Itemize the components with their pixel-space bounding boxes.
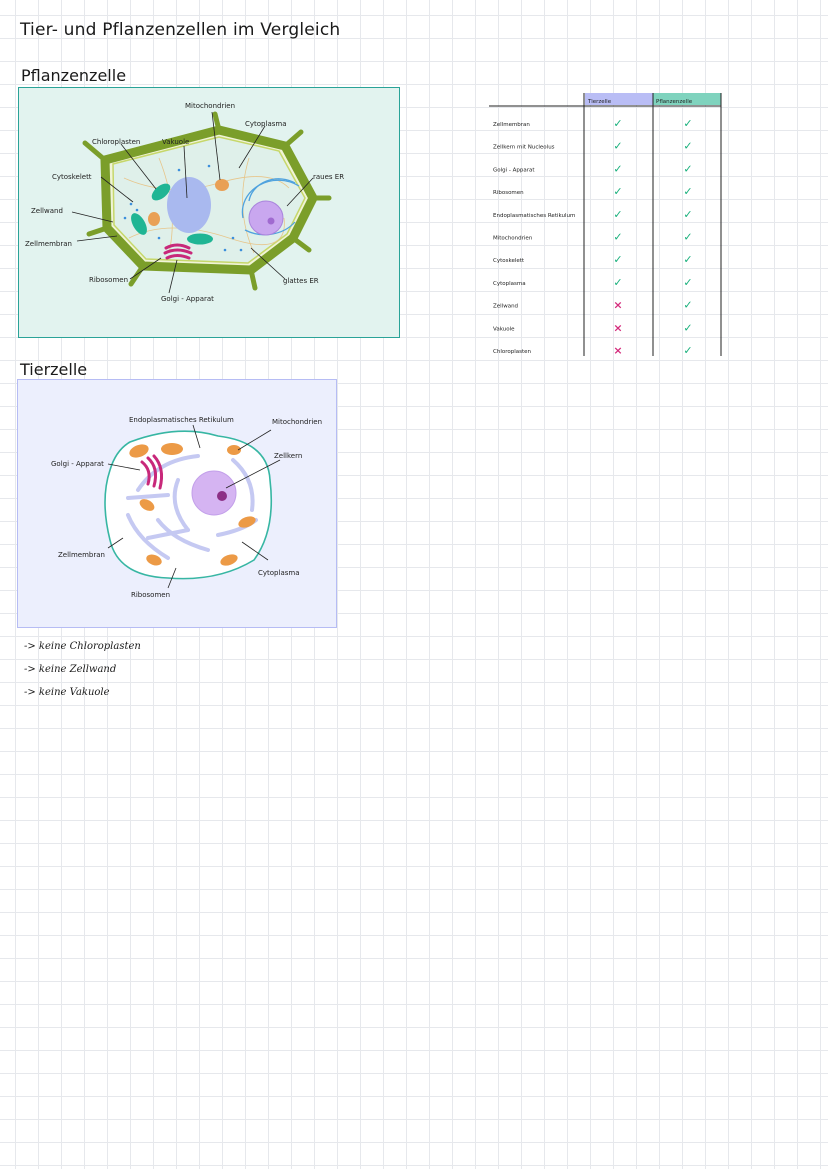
page-title: Tier- und Pflanzenzellen im Vergleich [20, 20, 341, 40]
plant-cell-diagram-panel [18, 87, 400, 338]
row-mark-animal: ✓ [613, 185, 623, 199]
row-label: Endoplasmatisches Retikulum [493, 212, 576, 219]
plant-cell-heading: Pflanzenzelle [21, 66, 127, 85]
mitochondrion-shape [148, 212, 160, 226]
row-label: Cytoskelett [493, 258, 525, 265]
row-mark-animal: × [613, 321, 623, 335]
label-golgi: Golgi - Apparat [161, 295, 214, 303]
row-label: Ribosomen [493, 190, 524, 197]
row-mark-plant: ✓ [683, 275, 693, 289]
row-mark-plant: ✓ [683, 321, 693, 335]
label-animal-cytoplasm: Cytoplasma [258, 569, 300, 577]
label-mitochondria: Mitochondrien [185, 102, 236, 110]
nucleus-shape [249, 201, 283, 235]
mitochondrion-shape [215, 179, 229, 191]
comparison-rows [493, 117, 693, 357]
label-rough-er: raues ER [313, 173, 345, 181]
row-mark-animal: ✓ [613, 162, 623, 176]
label-vacuole: Vakuole [162, 138, 190, 146]
note-line-2: -> keine Zellwand [24, 664, 117, 675]
comparison-table [489, 92, 725, 358]
label-chloroplasts: Chloroplasten [92, 138, 141, 146]
row-mark-plant: ✓ [683, 117, 693, 130]
row-label: Cytoplasma [493, 280, 526, 287]
row-mark-animal: ✓ [613, 139, 623, 153]
chloroplast-shape [187, 234, 213, 245]
note-line-3: -> keine Vakuole [24, 687, 110, 698]
label-animal-er: Endoplasmatisches Retikulum [129, 416, 234, 424]
row-mark-plant: ✓ [683, 162, 693, 176]
label-animal-ribosomes: Ribosomen [131, 591, 171, 599]
animal-cell-diagram [18, 380, 338, 629]
label-animal-mitochondria: Mitochondrien [272, 418, 323, 426]
row-mark-plant: ✓ [683, 230, 693, 244]
label-animal-golgi: Golgi - Apparat [51, 460, 104, 468]
label-cell-wall: Zellwand [31, 207, 63, 215]
row-label: Vakuole [493, 326, 515, 333]
label-cytoskeleton: Cytoskelett [52, 173, 92, 181]
note-line-1: -> keine Chloroplasten [24, 641, 141, 652]
nucleolus-shape [268, 218, 275, 225]
row-mark-plant: ✓ [683, 253, 693, 267]
row-mark-animal: ✓ [613, 230, 623, 244]
label-cell-membrane: Zellmembran [25, 240, 72, 248]
row-mark-plant: ✓ [683, 139, 693, 153]
row-mark-plant: ✓ [683, 344, 693, 357]
row-label: Zellmembran [493, 122, 530, 128]
label-animal-membrane: Zellmembran [58, 551, 105, 559]
label-ribosomes: Ribosomen [89, 276, 129, 284]
vacuole-shape [167, 177, 211, 233]
row-label: Golgi - Apparat [493, 167, 535, 174]
row-mark-plant: ✓ [683, 185, 693, 199]
row-label: Mitochondrien [493, 235, 533, 242]
animal-cell-heading: Tierzelle [20, 360, 88, 379]
animal-nucleus-shape [192, 471, 236, 515]
row-mark-plant: ✓ [683, 298, 693, 312]
row-mark-animal: × [613, 298, 623, 312]
column-header-plant: Pflanzenzelle [656, 99, 693, 105]
row-label: Chloroplasten [493, 349, 532, 355]
label-smooth-er: glattes ER [283, 277, 319, 285]
comparison-table-svg [489, 92, 725, 358]
column-header-animal: Tierzelle [588, 99, 612, 105]
row-mark-animal: ✓ [613, 253, 623, 267]
label-cytoplasm: Cytoplasma [245, 120, 287, 128]
animal-nucleolus-shape [217, 491, 227, 501]
row-label: Zellwand [493, 303, 519, 310]
row-mark-animal: × [613, 344, 623, 357]
plant-cell-diagram [19, 88, 401, 339]
row-mark-animal: ✓ [613, 207, 623, 221]
label-animal-nucleus: Zellkern [274, 452, 303, 460]
animal-cell-diagram-panel [17, 379, 337, 628]
row-mark-animal: ✓ [613, 275, 623, 289]
row-label: Zellkern mit Nucleolus [493, 144, 555, 151]
row-mark-animal: ✓ [613, 117, 623, 130]
row-mark-plant: ✓ [683, 207, 693, 221]
